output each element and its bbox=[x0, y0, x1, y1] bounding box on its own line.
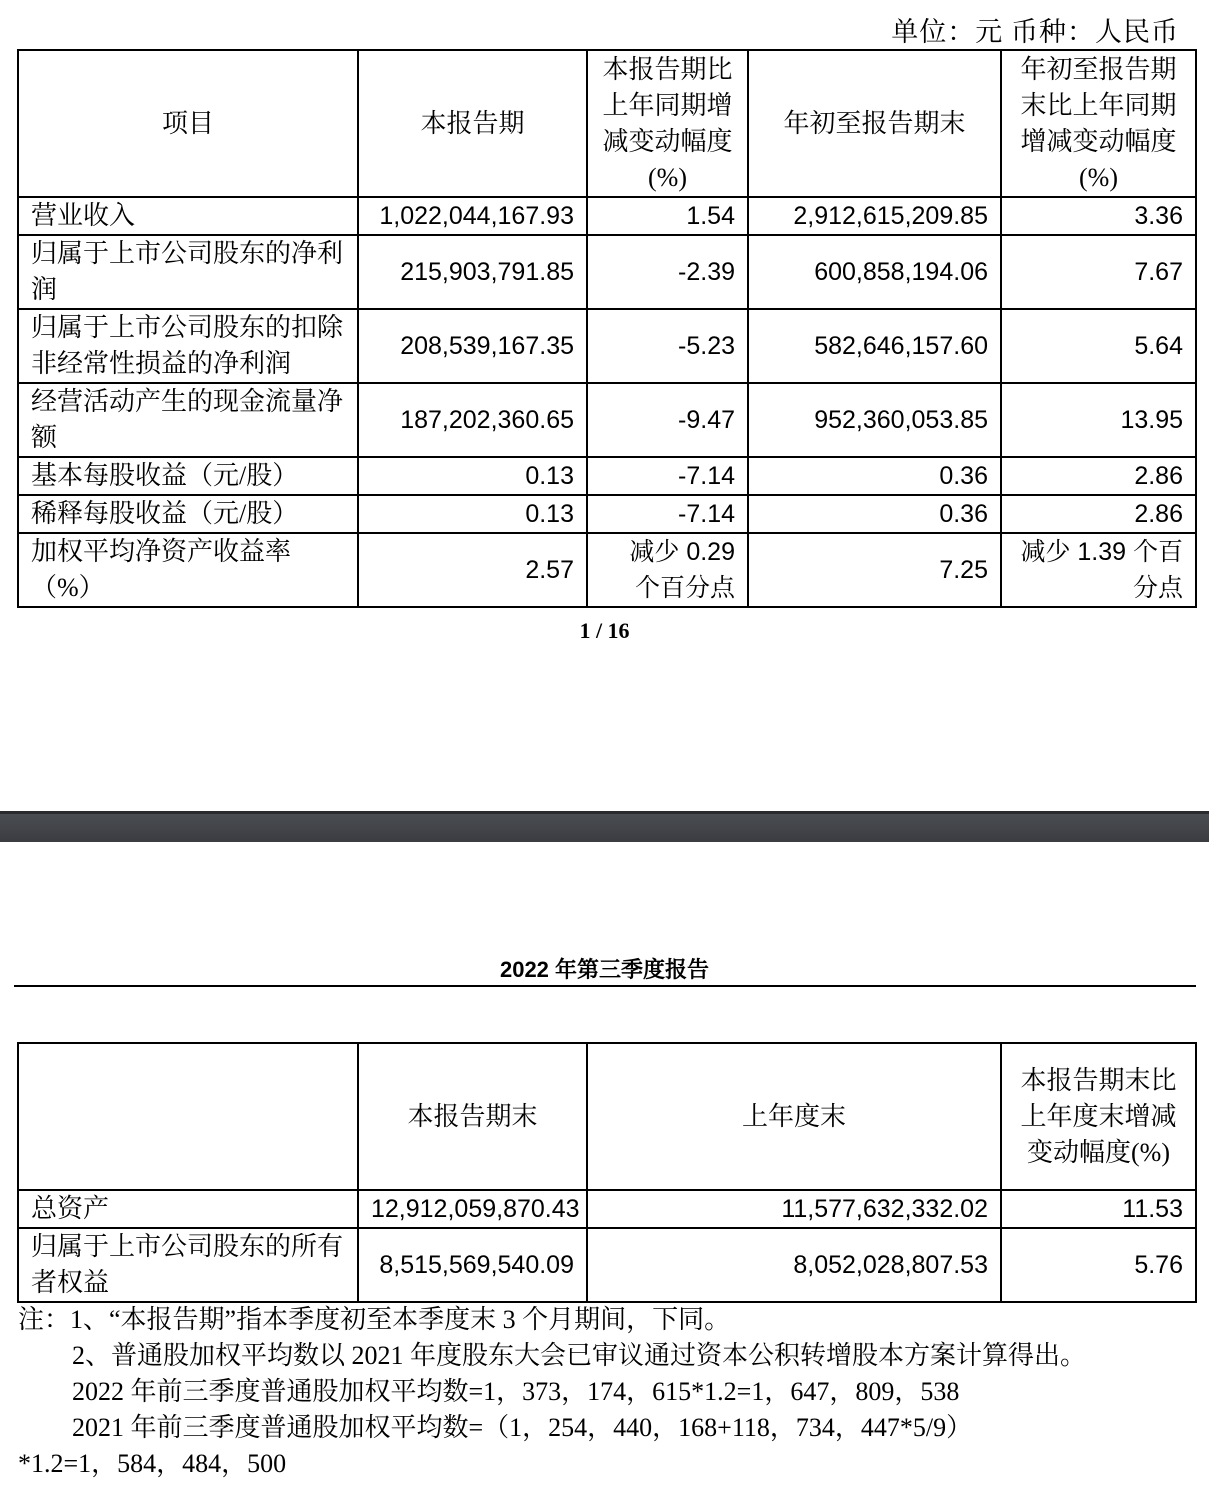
cell-value: 187,202,360.65 bbox=[358, 383, 587, 457]
cell-value: 7.25 bbox=[748, 533, 1001, 607]
cell-value: 600,858,194.06 bbox=[748, 235, 1001, 309]
page-number: 1 / 16 bbox=[579, 618, 630, 643]
cell-value: 1.54 bbox=[587, 197, 748, 235]
cell-value: 215,903,791.85 bbox=[358, 235, 587, 309]
header-rule bbox=[14, 985, 1196, 987]
header-cell: 项目 bbox=[18, 50, 358, 197]
financial-data-table bbox=[17, 49, 1197, 608]
cell-value: 8,052,028,807.53 bbox=[587, 1228, 1001, 1302]
cell-value: -2.39 bbox=[587, 235, 748, 309]
table-row bbox=[18, 533, 1196, 607]
cell-value: 2,912,615,209.85 bbox=[748, 197, 1001, 235]
cell-value: -5.23 bbox=[587, 309, 748, 383]
cell-value: 5.64 bbox=[1001, 309, 1196, 383]
notes-block bbox=[18, 1302, 1198, 1482]
header-cell bbox=[18, 1043, 358, 1190]
table-header-row bbox=[18, 1043, 1196, 1190]
cell-value: -9.47 bbox=[587, 383, 748, 457]
cell-value: 减少 0.29 个百分点 bbox=[587, 533, 748, 607]
cell-value: 8,515,569,540.09 bbox=[358, 1228, 587, 1302]
row-label: 加权平均净资产收益率（%） bbox=[18, 533, 358, 607]
row-label: 归属于上市公司股东的所有者权益 bbox=[18, 1228, 358, 1302]
table-row bbox=[18, 457, 1196, 495]
header-cell: 本报告期末比上年度末增减变动幅度(%) bbox=[1001, 1043, 1196, 1190]
table-row bbox=[18, 495, 1196, 533]
cell-value: 1,022,044,167.93 bbox=[358, 197, 587, 235]
cell-value: 0.36 bbox=[748, 495, 1001, 533]
cell-value: 5.76 bbox=[1001, 1228, 1196, 1302]
note-line: *1.2=1，584，484，500 bbox=[18, 1449, 287, 1478]
cell-value: 2.57 bbox=[358, 533, 587, 607]
note-line: 2、普通股加权平均数以 2021 年度股东大会已审议通过资本公积转增股本方案计算得出。 bbox=[72, 1341, 1087, 1370]
cell-value: 11.53 bbox=[1001, 1190, 1196, 1228]
header-cell: 年初至报告期末比上年同期增减变动幅度(%) bbox=[1001, 50, 1196, 197]
cell-value: 减少 1.39 个百分点 bbox=[1001, 533, 1196, 607]
table-row bbox=[18, 383, 1196, 457]
cell-value: 582,646,157.60 bbox=[748, 309, 1001, 383]
cell-value: 208,539,167.35 bbox=[358, 309, 587, 383]
cell-value: 12,912,059,870.43 bbox=[358, 1190, 587, 1228]
row-label: 基本每股收益（元/股） bbox=[18, 457, 358, 495]
note-line: 2021 年前三季度普通股加权平均数=（1，254，440，168+118，734，447*5/9） bbox=[72, 1413, 973, 1442]
cell-value: 952,360,053.85 bbox=[748, 383, 1001, 457]
cell-value: 13.95 bbox=[1001, 383, 1196, 457]
row-label: 营业收入 bbox=[18, 197, 358, 235]
cell-value: -7.14 bbox=[587, 457, 748, 495]
row-label: 经营活动产生的现金流量净额 bbox=[18, 383, 358, 457]
note-line: 2022 年前三季度普通股加权平均数=1，373，174，615*1.2=1，647，809，538 bbox=[72, 1377, 960, 1406]
table-row bbox=[18, 197, 1196, 235]
header-cell: 本报告期比上年同期增减变动幅度(%) bbox=[587, 50, 748, 197]
cell-value: 7.67 bbox=[1001, 235, 1196, 309]
header-cell: 本报告期末 bbox=[358, 1043, 587, 1190]
header-cell: 本报告期 bbox=[358, 50, 587, 197]
report-title: 2022 年第三季度报告 bbox=[499, 957, 710, 982]
cell-value: 0.13 bbox=[358, 495, 587, 533]
balance-table bbox=[17, 1042, 1197, 1303]
row-label: 归属于上市公司股东的扣除非经常性损益的净利润 bbox=[18, 309, 358, 383]
page-separator bbox=[0, 811, 1209, 842]
cell-value: 0.36 bbox=[748, 457, 1001, 495]
cell-value: 2.86 bbox=[1001, 457, 1196, 495]
cell-value: -7.14 bbox=[587, 495, 748, 533]
cell-value: 0.13 bbox=[358, 457, 587, 495]
table-row bbox=[18, 309, 1196, 383]
table-row bbox=[18, 1190, 1196, 1228]
table-row bbox=[18, 235, 1196, 309]
cell-value: 11,577,632,332.02 bbox=[587, 1190, 1001, 1228]
row-label: 稀释每股收益（元/股） bbox=[18, 495, 358, 533]
row-label: 归属于上市公司股东的净利润 bbox=[18, 235, 358, 309]
header-cell: 年初至报告期末 bbox=[748, 50, 1001, 197]
row-label: 总资产 bbox=[18, 1190, 358, 1228]
table-row bbox=[18, 1228, 1196, 1302]
note-line: 注：1、“本报告期”指本季度初至本季度末 3 个月期间，下同。 bbox=[18, 1305, 731, 1334]
unit-currency-line: 单位：元 币种：人民币 bbox=[891, 17, 1179, 47]
cell-value: 3.36 bbox=[1001, 197, 1196, 235]
cell-value: 2.86 bbox=[1001, 495, 1196, 533]
table-header-row bbox=[18, 50, 1196, 197]
header-cell: 上年度末 bbox=[587, 1043, 1001, 1190]
